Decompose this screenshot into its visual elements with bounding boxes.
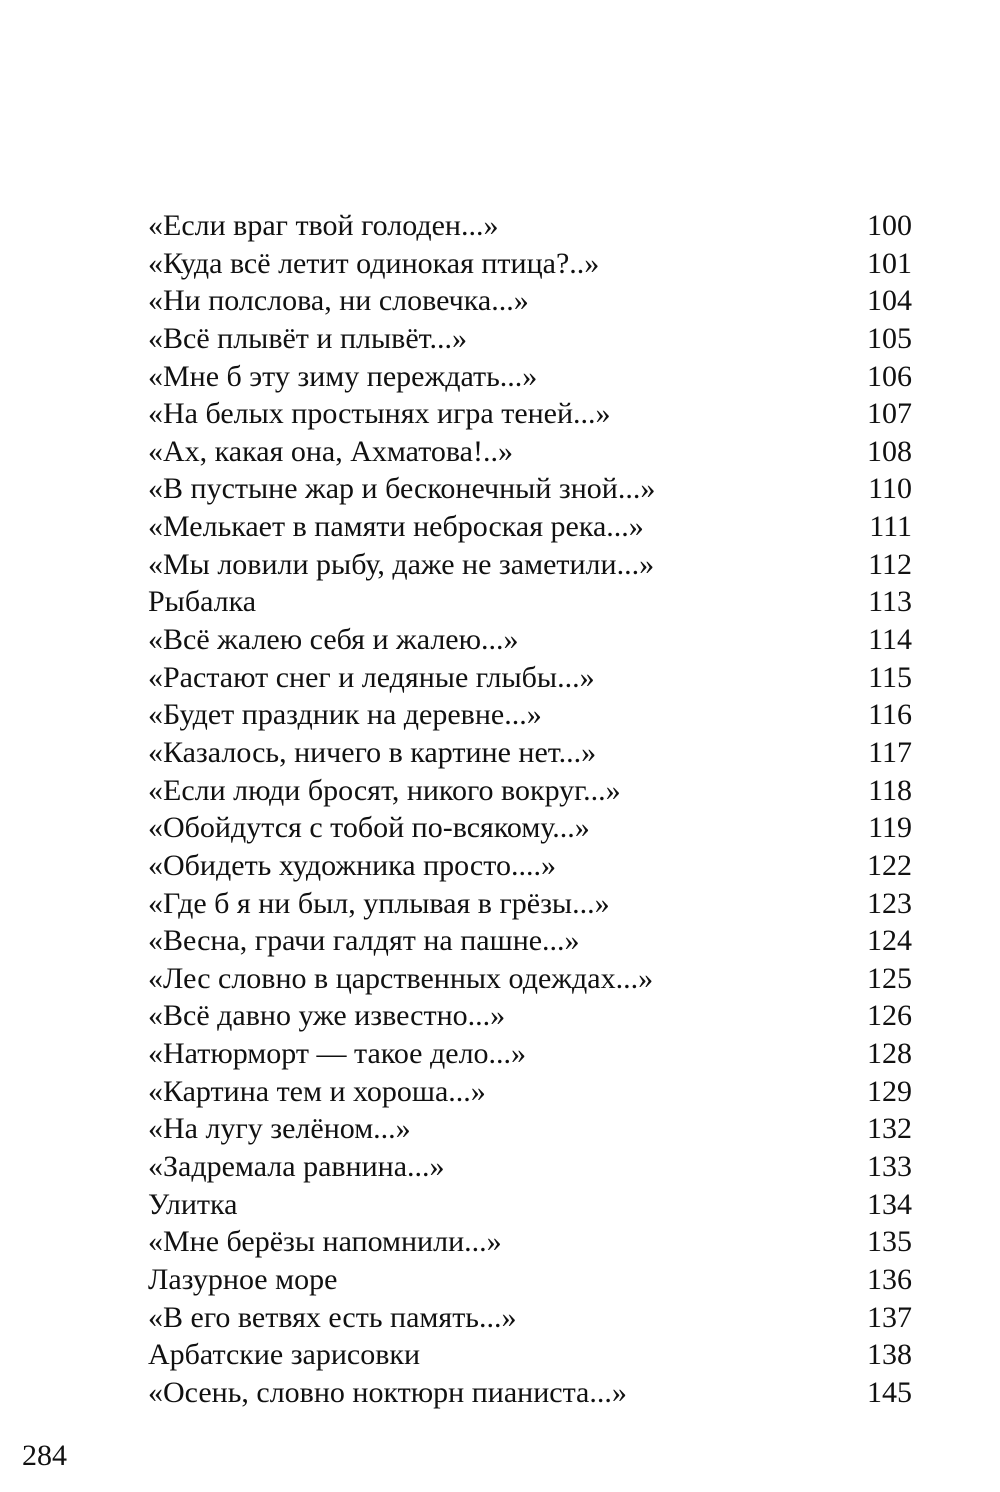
toc-entry-title: «Картина тем и хороша...» xyxy=(148,1074,486,1108)
toc-entry-title: Арбатские зарисовки xyxy=(148,1338,421,1372)
toc-entry-page: 101 xyxy=(867,246,912,280)
toc-entry-title: «Растают снег и ледяные глыбы...» xyxy=(148,660,595,694)
toc-entry xyxy=(148,358,912,396)
toc-entry xyxy=(148,1073,912,1111)
toc-entry-page: 136 xyxy=(867,1262,912,1296)
toc-entry xyxy=(148,245,912,283)
toc-entry xyxy=(148,508,912,546)
toc-entry-page: 137 xyxy=(867,1300,912,1334)
toc-entry xyxy=(148,1223,912,1261)
toc-entry-page: 135 xyxy=(867,1225,912,1259)
toc-entry-page: 115 xyxy=(868,660,912,694)
table-of-contents xyxy=(148,207,912,1412)
toc-entry-page: 117 xyxy=(868,735,912,769)
toc-entry-page: 100 xyxy=(867,209,912,242)
toc-entry-title: «Если враг твой голоден...» xyxy=(148,209,499,242)
toc-entry-page: 116 xyxy=(868,698,912,732)
toc-entry-title: Рыбалка xyxy=(148,585,257,619)
toc-entry xyxy=(148,885,912,923)
toc-entry-title: «На белых простынях игра теней...» xyxy=(148,397,611,431)
toc-entry xyxy=(148,960,912,998)
toc-entry-page: 111 xyxy=(869,510,912,544)
toc-entry-page: 123 xyxy=(867,886,912,920)
toc-entry xyxy=(148,997,912,1035)
toc-entry xyxy=(148,621,912,659)
toc-entry-title: «Куда всё летит одинокая птица?..» xyxy=(148,246,600,280)
toc-entry xyxy=(148,433,912,471)
toc-entry-page: 122 xyxy=(867,848,912,882)
toc-entry-title: «Мы ловили рыбу, даже не заметили...» xyxy=(148,547,655,581)
toc-entry-title: «Всё давно уже известно...» xyxy=(148,999,506,1033)
toc-entry xyxy=(148,1336,912,1374)
toc-entry-title: «Лес словно в царственных одеждах...» xyxy=(148,961,654,995)
toc-entry-title: «Натюрморт — такое дело...» xyxy=(148,1037,527,1071)
toc-entry-title: «Ни полслова, ни словечка...» xyxy=(148,284,529,318)
toc-entry xyxy=(148,1374,912,1412)
toc-entry xyxy=(148,659,912,697)
toc-entry xyxy=(148,809,912,847)
toc-entry-title: Улитка xyxy=(148,1187,238,1221)
toc-entry-title: «В пустыне жар и бесконечный зной...» xyxy=(148,472,656,506)
toc-entry-page: 124 xyxy=(867,924,912,958)
toc-entry-page: 107 xyxy=(867,397,912,431)
toc-entry xyxy=(148,1035,912,1073)
page-number: 284 xyxy=(22,1439,67,1472)
toc-entry xyxy=(148,395,912,433)
toc-entry xyxy=(148,1299,912,1337)
toc-entry-page: 114 xyxy=(868,623,912,657)
toc-entry-title: «Казалось, ничего в картине нет...» xyxy=(148,735,597,769)
toc-entry-page: 128 xyxy=(867,1037,912,1071)
toc-entry xyxy=(148,207,912,245)
toc-entry-title: «Где б я ни был, уплывая в грёзы...» xyxy=(148,886,610,920)
toc-entry-page: 145 xyxy=(867,1375,912,1409)
toc-entry xyxy=(148,1261,912,1299)
toc-entry xyxy=(148,1186,912,1224)
toc-entry xyxy=(148,282,912,320)
toc-entry-page: 113 xyxy=(868,585,912,619)
toc-entry-page: 129 xyxy=(867,1074,912,1108)
toc-entry-title: «Мелькает в памяти неброская река...» xyxy=(148,510,644,544)
toc-entry xyxy=(148,1110,912,1148)
toc-entry xyxy=(148,847,912,885)
toc-entry-title: «Обойдутся с тобой по-всякому...» xyxy=(148,811,590,845)
toc-entry-title: «Весна, грачи галдят на пашне...» xyxy=(148,924,580,958)
toc-entry-page: 133 xyxy=(867,1150,912,1184)
toc-entry-title: «Мне берёзы напомнили...» xyxy=(148,1225,502,1259)
toc-entry-title: «Если люди бросят, никого вокруг...» xyxy=(148,773,621,807)
toc-entry xyxy=(148,1148,912,1186)
toc-entry xyxy=(148,470,912,508)
toc-entry-title: Лазурное море xyxy=(148,1262,338,1296)
toc-entry xyxy=(148,583,912,621)
toc-entry-title: «Осень, словно ноктюрн пианиста...» xyxy=(148,1375,627,1409)
toc-entry xyxy=(148,922,912,960)
toc-entry-page: 125 xyxy=(867,961,912,995)
toc-entry-title: «На лугу зелёном...» xyxy=(148,1112,411,1146)
toc-entry-title: «Всё жалею себя и жалею...» xyxy=(148,623,519,657)
toc-entry-page: 119 xyxy=(868,811,912,845)
toc-entry-title: «Мне б эту зиму переждать...» xyxy=(148,359,538,393)
toc-entry-page: 108 xyxy=(867,434,912,468)
toc-entry-page: 112 xyxy=(868,547,912,581)
toc-entry-title: «Будет праздник на деревне...» xyxy=(148,698,542,732)
toc-entry xyxy=(148,772,912,810)
toc-entry xyxy=(148,320,912,358)
toc-entry-title: «Всё плывёт и плывёт...» xyxy=(148,321,467,355)
toc-entry-page: 118 xyxy=(868,773,912,807)
toc-entry-page: 110 xyxy=(868,472,912,506)
toc-entry-title: «Обидеть художника просто....» xyxy=(148,848,556,882)
toc-entry xyxy=(148,546,912,584)
toc-entry-page: 104 xyxy=(867,284,912,318)
toc-entry xyxy=(148,696,912,734)
toc-entry-page: 126 xyxy=(867,999,912,1033)
toc-entry-title: «Задремала равнина...» xyxy=(148,1150,445,1184)
toc-entry-page: 134 xyxy=(867,1187,912,1221)
toc-entry-title: «Ах, какая она, Ахматова!..» xyxy=(148,434,513,468)
toc-entry-page: 106 xyxy=(867,359,912,393)
toc-entry-page: 105 xyxy=(867,321,912,355)
toc-entry-title: «В его ветвях есть память...» xyxy=(148,1300,517,1334)
toc-entry-page: 132 xyxy=(867,1112,912,1146)
toc-entry xyxy=(148,734,912,772)
toc-entry-page: 138 xyxy=(867,1338,912,1372)
